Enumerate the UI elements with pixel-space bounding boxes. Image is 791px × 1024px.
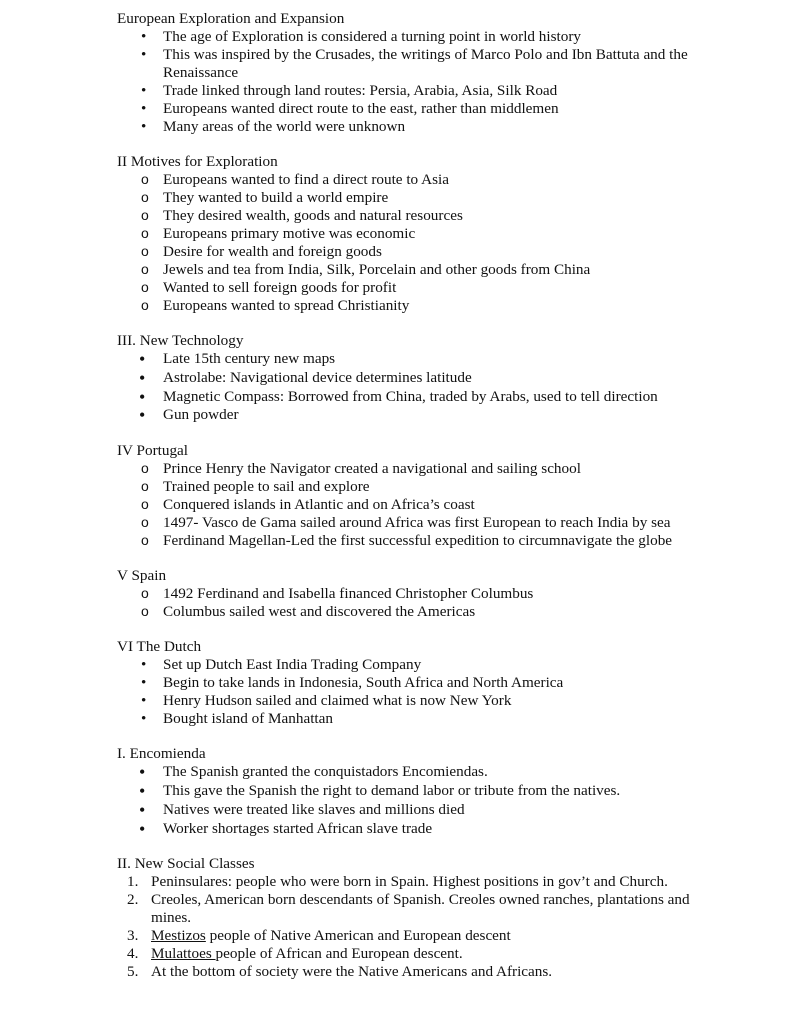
- list-item-text: Europeans primary motive was economic: [163, 225, 416, 242]
- list-item-text: Late 15th century new maps: [163, 350, 336, 367]
- list-item-text: Henry Hudson sailed and claimed what is now New York: [163, 692, 512, 710]
- circle-list: [117, 585, 717, 621]
- list-item: [117, 225, 717, 243]
- section-heading: II Motives for Exploration: [117, 153, 278, 170]
- list-item: [117, 674, 717, 692]
- section-heading: European Exploration and Expansion: [117, 10, 345, 27]
- number-marker: 3.: [127, 927, 139, 945]
- underlined-term: Mulattoes: [151, 945, 216, 963]
- list-item: [117, 945, 717, 963]
- list-item: [117, 350, 717, 369]
- section-dutch: [117, 638, 717, 728]
- list-item: [117, 710, 717, 728]
- list-item-text: The Spanish granted the conquistadors Encomiendas.: [163, 763, 488, 781]
- list-item-text: Begin to take lands in Indonesia, South Africa and North America: [163, 674, 564, 692]
- list-item-text: At the bottom of society were the Native Americans and Africans.: [151, 963, 553, 981]
- bullet-marker: •: [139, 762, 146, 783]
- list-item-text: Trained people to sail and explore: [163, 478, 370, 496]
- circle-marker: o: [141, 532, 149, 549]
- list-item: [117, 406, 717, 425]
- list-item: [117, 46, 717, 82]
- list-item: [117, 585, 717, 603]
- section-new-social-classes: [117, 855, 717, 981]
- bullet-marker: •: [139, 349, 146, 369]
- section-portugal: [117, 442, 717, 550]
- list-item: [117, 514, 717, 532]
- list-item-text: people of Native American and European descent: [205, 927, 511, 945]
- list-item: [117, 189, 717, 207]
- circle-marker: o: [141, 171, 149, 187]
- list-item-text: Ferdinand Magellan-Led the first successful expedition to circumnavigate the globe: [163, 532, 673, 550]
- list-item: [117, 460, 717, 478]
- bullet-marker: •: [141, 674, 147, 692]
- dot-list: [117, 350, 717, 425]
- circle-marker: o: [141, 279, 149, 295]
- bullet-list: [117, 656, 717, 728]
- list-item-text: Columbus sailed west and discovered the Americas: [163, 603, 476, 621]
- circle-marker: o: [141, 496, 149, 513]
- list-item-text: 1492 Ferdinand and Isabella financed Christopher Columbus: [163, 585, 534, 603]
- section-heading: II. New Social Classes: [117, 855, 255, 873]
- numbered-list: [117, 873, 717, 981]
- list-item-text: They wanted to build a world empire: [163, 189, 389, 206]
- bullet-marker: •: [141, 82, 147, 99]
- circle-marker: o: [141, 603, 149, 620]
- bullet-marker: •: [141, 656, 147, 674]
- number-marker: 5.: [127, 963, 139, 981]
- list-item: [117, 100, 717, 118]
- list-item: [117, 279, 717, 297]
- list-item: [117, 873, 717, 891]
- list-item: [117, 891, 717, 927]
- list-item-text: Jewels and tea from India, Silk, Porcelain and other goods from China: [163, 261, 591, 278]
- list-item-text: people of African and European descent.: [215, 945, 463, 963]
- number-marker: 1.: [127, 873, 139, 891]
- bullet-marker: •: [141, 118, 147, 135]
- list-item-text: Astrolabe: Navigational device determines latitude: [163, 368, 472, 386]
- list-item: [117, 388, 717, 407]
- bullet-marker: •: [141, 46, 147, 63]
- bullet-marker: •: [139, 780, 146, 801]
- circle-list: [117, 460, 717, 550]
- bullet-marker: •: [141, 692, 147, 710]
- section-motives: [117, 153, 717, 315]
- list-item: [117, 656, 717, 674]
- circle-marker: o: [141, 460, 149, 477]
- list-item-text: Bought island of Manhattan: [163, 710, 333, 728]
- circle-list: [117, 171, 717, 315]
- section-spain: [117, 567, 717, 621]
- list-item: [117, 207, 717, 225]
- circle-marker: o: [141, 189, 149, 205]
- list-item: [117, 782, 717, 801]
- list-item-text: Worker shortages started African slave trade: [163, 819, 433, 837]
- list-item-text: This was inspired by the Crusades, the writings of Marco Polo and Ibn Battuta and the Renaissance: [163, 46, 688, 81]
- bullet-marker: •: [141, 28, 147, 45]
- bullet-marker: •: [139, 799, 146, 820]
- list-item: [117, 82, 717, 100]
- bullet-marker: •: [139, 818, 146, 839]
- bullet-list: [117, 28, 717, 136]
- list-item-text: Creoles, American born descendants of Spanish. Creoles owned ranches, plantations and mines.: [151, 891, 690, 927]
- circle-marker: o: [141, 478, 149, 495]
- list-item-text: Desire for wealth and foreign goods: [163, 243, 382, 260]
- list-item: [117, 801, 717, 820]
- list-item: [117, 763, 717, 782]
- dot-list: [117, 763, 717, 838]
- list-item-text: Europeans wanted to spread Christianity: [163, 297, 410, 314]
- list-item-text: Magnetic Compass: Borrowed from China, traded by Arabs, used to tell direction: [163, 387, 658, 405]
- underlined-term: Mestizos: [151, 927, 206, 945]
- circle-marker: o: [141, 207, 149, 223]
- section-encomienda: [117, 745, 717, 838]
- circle-marker: o: [141, 243, 149, 259]
- list-item-text: Gun powder: [163, 406, 239, 424]
- bullet-marker: •: [139, 405, 146, 426]
- circle-marker: o: [141, 297, 149, 313]
- list-item-text: This gave the Spanish the right to demand labor or tribute from the natives.: [163, 781, 621, 799]
- list-item: [117, 369, 717, 388]
- section-heading: V Spain: [117, 567, 167, 585]
- document-page: [117, 10, 717, 981]
- section-heading: I. Encomienda: [117, 745, 206, 763]
- bullet-marker: •: [141, 100, 147, 117]
- bullet-marker: •: [139, 386, 146, 407]
- number-marker: 4.: [127, 945, 139, 963]
- list-item-text: Peninsulares: people who were born in Spain. Highest positions in gov’t and Church.: [151, 873, 668, 891]
- list-item-text: They desired wealth, goods and natural resources: [163, 207, 463, 224]
- list-item-text: Many areas of the world were unknown: [163, 118, 406, 135]
- list-item: [117, 496, 717, 514]
- list-item-text: Europeans wanted direct route to the east, rather than middlemen: [163, 100, 559, 117]
- list-item-text: Natives were treated like slaves and millions died: [163, 800, 465, 818]
- number-marker: 2.: [127, 891, 139, 909]
- circle-marker: o: [141, 514, 149, 531]
- list-item-text: The age of Exploration is considered a turning point in world history: [163, 28, 581, 45]
- list-item: [117, 692, 717, 710]
- list-item: [117, 261, 717, 279]
- list-item: [117, 243, 717, 261]
- list-item-text: Prince Henry the Navigator created a navigational and sailing school: [163, 460, 581, 478]
- list-item: [117, 532, 717, 550]
- list-item: [117, 297, 717, 315]
- section-heading: IV Portugal: [117, 442, 189, 460]
- list-item: [117, 963, 717, 981]
- list-item-text: Europeans wanted to find a direct route to Asia: [163, 171, 449, 188]
- list-item-text: Trade linked through land routes: Persia, Arabia, Asia, Silk Road: [163, 82, 558, 99]
- circle-marker: o: [141, 225, 149, 241]
- list-item-text: Wanted to sell foreign goods for profit: [163, 279, 397, 296]
- list-item: [117, 478, 717, 496]
- section-heading: III. New Technology: [117, 332, 244, 349]
- section-heading: VI The Dutch: [117, 638, 202, 656]
- circle-marker: o: [141, 261, 149, 277]
- list-item-text: Conquered islands in Atlantic and on Africa’s coast: [163, 496, 475, 514]
- bullet-marker: •: [141, 710, 147, 728]
- list-item: [117, 28, 717, 46]
- bullet-marker: •: [139, 367, 146, 388]
- list-item-text: 1497- Vasco de Gama sailed around Africa was first European to reach India by sea: [163, 514, 671, 532]
- list-item: [117, 820, 717, 839]
- list-item-text: Set up Dutch East India Trading Company: [163, 656, 422, 674]
- list-item: [117, 603, 717, 621]
- list-item: [117, 118, 717, 136]
- section-new-technology: [117, 332, 717, 425]
- section-european-exploration: [117, 10, 717, 136]
- circle-marker: o: [141, 585, 149, 602]
- list-item: [117, 927, 717, 945]
- list-item: [117, 171, 717, 189]
